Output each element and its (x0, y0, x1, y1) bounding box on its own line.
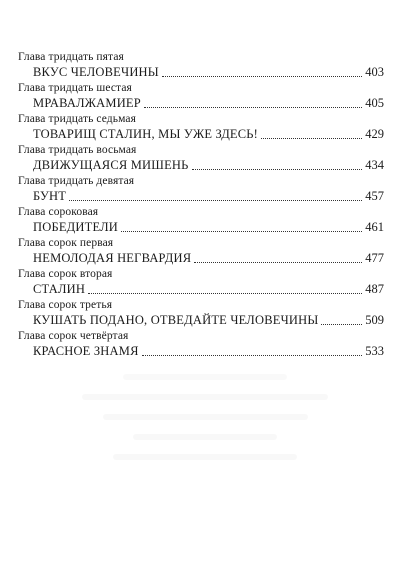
chapter-label: Глава сороковая (18, 206, 99, 218)
page-number: 477 (365, 251, 384, 265)
chapter-title: КУШАТЬ ПОДАНО, ОТВЕДАЙТЕ ЧЕЛОВЕЧИНЫ (33, 313, 319, 327)
chapter-title: СТАЛИН (33, 282, 86, 296)
toc-title-row (33, 126, 384, 142)
toc-entry (18, 82, 384, 113)
chapter-title: МРАВАЛЖАМИЕР (33, 96, 141, 110)
toc-title-row (33, 188, 384, 204)
page-number: 461 (365, 220, 384, 234)
toc-title-row (33, 343, 384, 359)
toc-entry (18, 237, 384, 268)
toc-entry (18, 113, 384, 144)
toc-entry (18, 299, 384, 330)
toc-title-row (33, 281, 384, 297)
chapter-title: ТОВАРИЩ СТАЛИН, МЫ УЖЕ ЗДЕСЬ! (33, 127, 259, 141)
toc-title-row (33, 250, 384, 266)
show-through-texture (0, 360, 410, 560)
dot-leader (194, 262, 362, 263)
page-number: 405 (365, 96, 384, 110)
dot-leader (192, 169, 363, 170)
dot-leader (162, 76, 362, 77)
dot-leader (69, 200, 362, 201)
page-number: 487 (365, 282, 384, 296)
chapter-label: Глава тридцать восьмая (18, 144, 137, 156)
chapter-title: ПОБЕДИТЕЛИ (33, 220, 119, 234)
chapter-label: Глава сорок третья (18, 299, 113, 311)
toc-title-row (33, 64, 384, 80)
dot-leader (121, 231, 362, 232)
chapter-label: Глава тридцать шестая (18, 82, 132, 94)
toc-title-row (33, 312, 384, 328)
toc-entry (18, 268, 384, 299)
chapter-label: Глава сорок вторая (18, 268, 113, 280)
page-number: 434 (365, 158, 384, 172)
page-number: 429 (365, 127, 384, 141)
chapter-title: ДВИЖУЩАЯСЯ МИШЕНЬ (33, 158, 189, 172)
toc-entry (18, 144, 384, 175)
chapter-label: Глава тридцать девятая (18, 175, 135, 187)
chapter-label: Глава тридцать пятая (18, 51, 124, 63)
toc-title-row (33, 157, 384, 173)
toc-title-row (33, 95, 384, 111)
toc-entry (18, 206, 384, 237)
toc-entry (18, 330, 384, 361)
dot-leader (144, 107, 362, 108)
dot-leader (88, 293, 362, 294)
chapter-label: Глава сорок первая (18, 237, 114, 249)
toc-entry (18, 51, 384, 82)
dot-leader (321, 324, 362, 325)
chapter-label: Глава сорок четвёртая (18, 330, 129, 342)
page-number: 509 (365, 313, 384, 327)
chapter-title: КРАСНОЕ ЗНАМЯ (33, 344, 139, 358)
page-number: 403 (365, 65, 384, 79)
chapter-title: НЕМОЛОДАЯ НЕГВАРДИЯ (33, 251, 192, 265)
chapter-title: БУНТ (33, 189, 67, 203)
chapter-label: Глава тридцать седьмая (18, 113, 136, 125)
toc-entry (18, 175, 384, 206)
table-of-contents (18, 51, 384, 361)
dot-leader (142, 355, 363, 356)
dot-leader (261, 138, 362, 139)
chapter-title: ВКУС ЧЕЛОВЕЧИНЫ (33, 65, 159, 79)
page-number: 533 (365, 344, 384, 358)
page-number: 457 (365, 189, 384, 203)
toc-title-row (33, 219, 384, 235)
